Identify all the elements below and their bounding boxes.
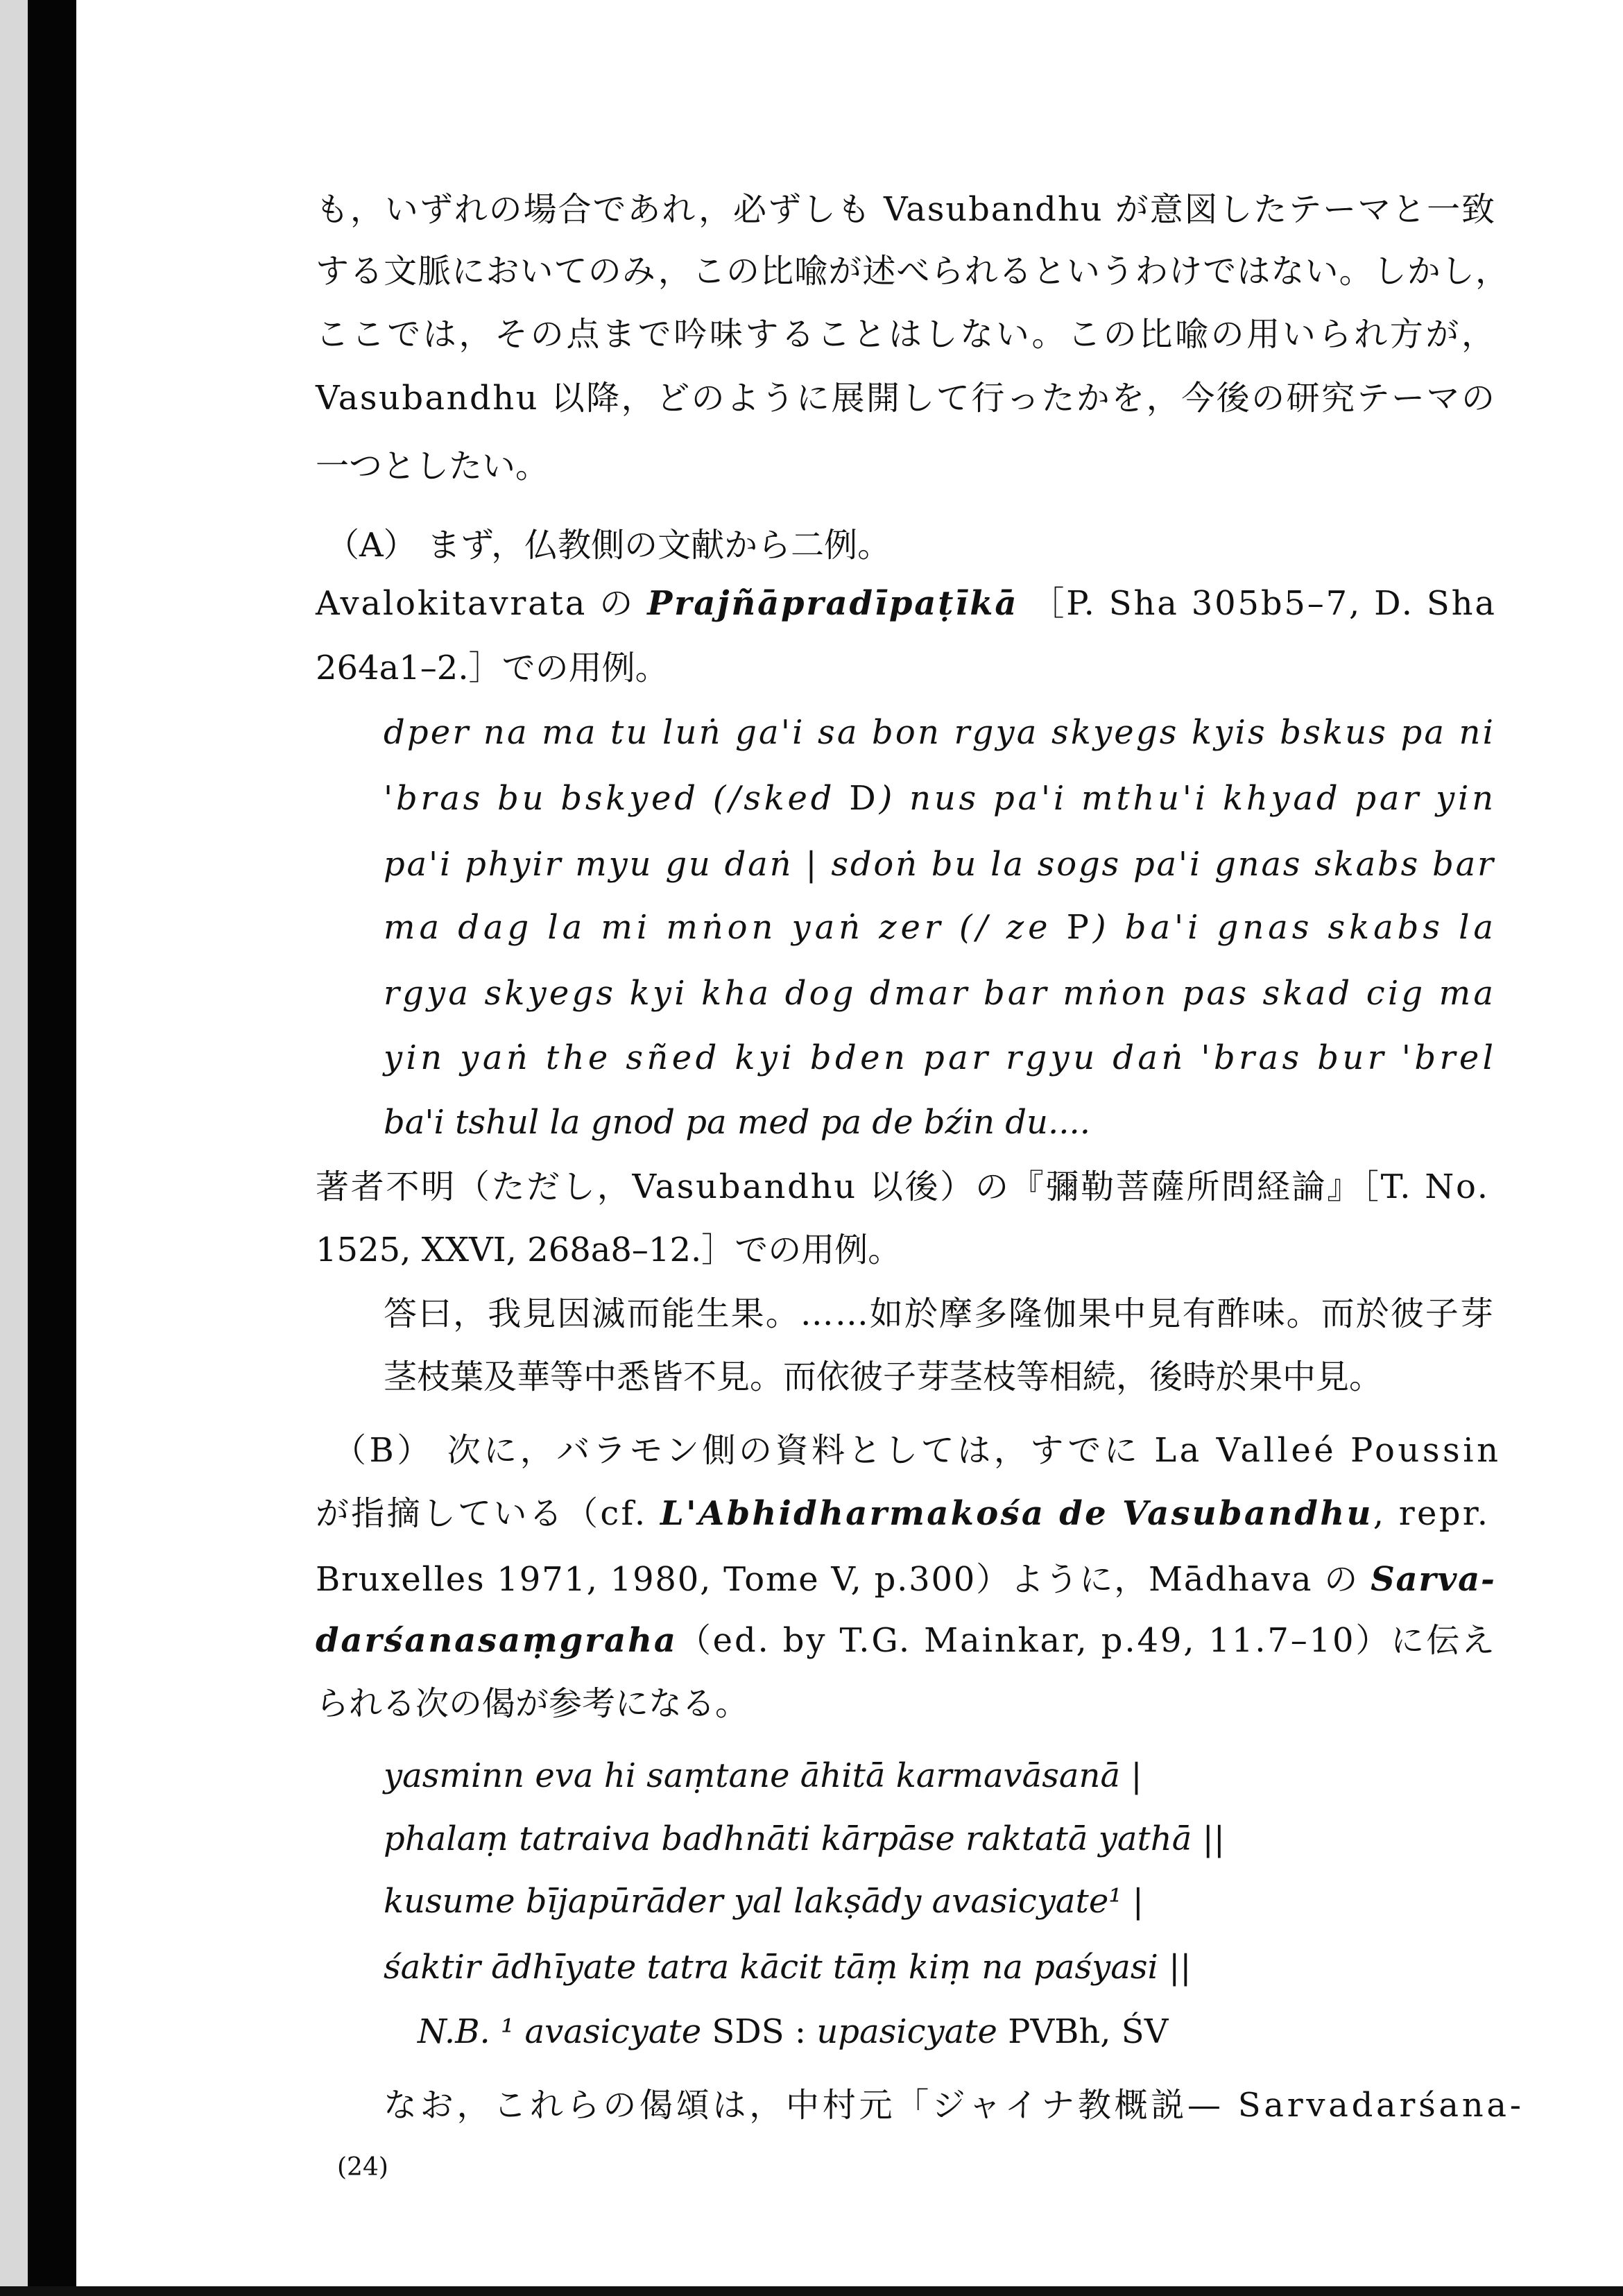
text-line <box>316 367 1496 429</box>
transliteration-text: ba'i tshul la gnod pa med pa de bźin du.... <box>384 1103 1090 1142</box>
text-span: SDS : <box>712 2012 817 2051</box>
text-line <box>384 1027 1497 1089</box>
text-span: 茎枝葉及華等中悉皆不見。而依彼子芽茎枝等相続，後時於果中見。 <box>384 1357 1383 1396</box>
title-citation: darśanasaṃgraha <box>316 1621 678 1660</box>
scan-bottom-border <box>0 2286 1623 2296</box>
transliteration-text: yasminn eva hi saṃtane āhitā karmavāsanā | <box>384 1756 1142 1795</box>
text-span: 一つとしたい。 <box>316 447 549 486</box>
transliteration-text: N.B. ¹ avasicyate <box>418 2012 712 2051</box>
text-line <box>316 435 549 497</box>
text-line <box>384 1870 1144 1933</box>
text-line <box>384 1091 1090 1154</box>
text-span: ここでは，その点まで吟味することはしない。この比喩の用いられ方が， <box>316 315 1497 354</box>
text-line <box>316 572 1497 635</box>
text-span: （ed. by T.G. Mainkar, p.49, 11.7–10）に伝え <box>677 1621 1497 1660</box>
text-line <box>384 1936 1191 1998</box>
text-span: D <box>849 779 879 818</box>
title-citation: Sarva- <box>1371 1560 1496 1599</box>
text-line <box>316 1156 1490 1218</box>
text-line <box>316 1482 1490 1545</box>
transliteration-text: phalaṃ tatraiva badhnāti kārpāse raktatā yathā || <box>384 1819 1225 1858</box>
text-line <box>384 1346 1382 1408</box>
text-line <box>316 637 669 699</box>
text-span: , repr. <box>1373 1494 1491 1533</box>
text-span: られる次の偈が参考になる。 <box>316 1684 749 1723</box>
text-line <box>316 1219 901 1281</box>
transliteration-text: kusume bījapūrāder yal lakṣādy avasicyate¹ | <box>384 1882 1144 1921</box>
transliteration-text: upasicyate <box>816 2012 1008 2051</box>
text-line <box>384 1283 1495 1345</box>
text-span: Avalokitavrata の <box>316 584 648 623</box>
text-line <box>326 514 891 576</box>
transliteration-text: ) nus pa'i mthu'i khyad par yin <box>879 779 1497 818</box>
text-span: ［P. Sha 305b5–7, D. Sha <box>1018 584 1497 623</box>
text-span: する文脈においてのみ，この比喩が述べられるというわけではない。しかし， <box>316 252 1510 291</box>
text-span: 264a1–2.］での用例。 <box>316 649 669 687</box>
text-line <box>316 178 1496 241</box>
text-line <box>384 767 1497 830</box>
text-line <box>316 1609 1497 1672</box>
text-span: 1525, XXVI, 268a8–12.］での用例。 <box>316 1231 902 1269</box>
transliteration-text: dper na ma tu luṅ ga'i sa bon rgya skyegs kyis bskus pa ni <box>384 713 1496 752</box>
text-line <box>384 1745 1142 1807</box>
text-line <box>316 1548 1496 1611</box>
transliteration-text: śaktir ādhīyate tatra kācit tāṃ kiṃ na paśyasi || <box>384 1948 1192 1987</box>
text-span: なお，これらの偈頌は，中村元「ジャイナ教概説— Sarvadarśana- <box>384 2086 1525 2125</box>
transliteration-text: pa'i phyir myu gu daṅ | sdoṅ bu la sogs pa'i gnas skabs bar <box>384 845 1495 884</box>
text-span: 答曰，我見因滅而能生果。……如於摩多隆伽果中見有酢味。而於彼子芽 <box>384 1294 1495 1333</box>
text-span: （B） 次に，バラモン側の資料としては，すでに La Valleé Poussin <box>333 1431 1502 1470</box>
text-span: P <box>1066 908 1093 947</box>
text-line <box>384 896 1497 959</box>
transliteration-text: ) ba'i gnas skabs la <box>1092 908 1497 947</box>
text-span: が指摘している（cf. <box>316 1494 660 1533</box>
scan-binding-shadow <box>28 0 76 2296</box>
text-span: Bruxelles 1971, 1980, Tome V, p.300）ように，Mādhava の <box>316 1560 1371 1599</box>
text-span: も，いずれの場合であれ，必ずしも Vasubandhu が意図したテーマと一致 <box>316 190 1496 229</box>
text-line <box>384 833 1495 896</box>
text-line <box>384 2074 1525 2136</box>
text-span: Vasubandhu 以降，どのように展開して行ったかを，今後の研究テーマの <box>316 379 1497 418</box>
transliteration-text: ma dag la mi mṅon yaṅ zer (/ ze <box>384 908 1067 947</box>
text-line <box>333 1419 1502 1482</box>
scan-edge <box>0 0 28 2296</box>
text-span: PVBh, ŚV <box>1008 2012 1169 2051</box>
text-span: 著者不明（ただし，Vasubandhu 以後）の『彌勒菩薩所問経論』［T. No. <box>316 1167 1490 1206</box>
title-citation: Prajñāpradīpaṭīkā <box>647 584 1019 623</box>
text-line <box>316 240 1509 302</box>
text-line <box>316 1672 748 1735</box>
text-line <box>316 303 1497 366</box>
text-line <box>384 701 1495 764</box>
transliteration-text: 'bras bu bskyed (/sked <box>384 779 850 818</box>
text-line <box>418 2001 1168 2063</box>
title-citation: L'Abhidharmakośa de Vasubandhu <box>660 1494 1373 1533</box>
page-number: (24) <box>337 2153 388 2182</box>
transliteration-text: yin yaṅ the sñed kyi bden par rgyu daṅ 'bras bur 'brel <box>384 1038 1497 1077</box>
text-line <box>384 1808 1225 1870</box>
text-span: （A） まず，仏教側の文献から二例。 <box>326 526 891 565</box>
transliteration-text: rgya skyegs kyi kha dog dmar bar mṅon pas skad cig ma <box>384 974 1497 1013</box>
text-line <box>384 962 1496 1025</box>
